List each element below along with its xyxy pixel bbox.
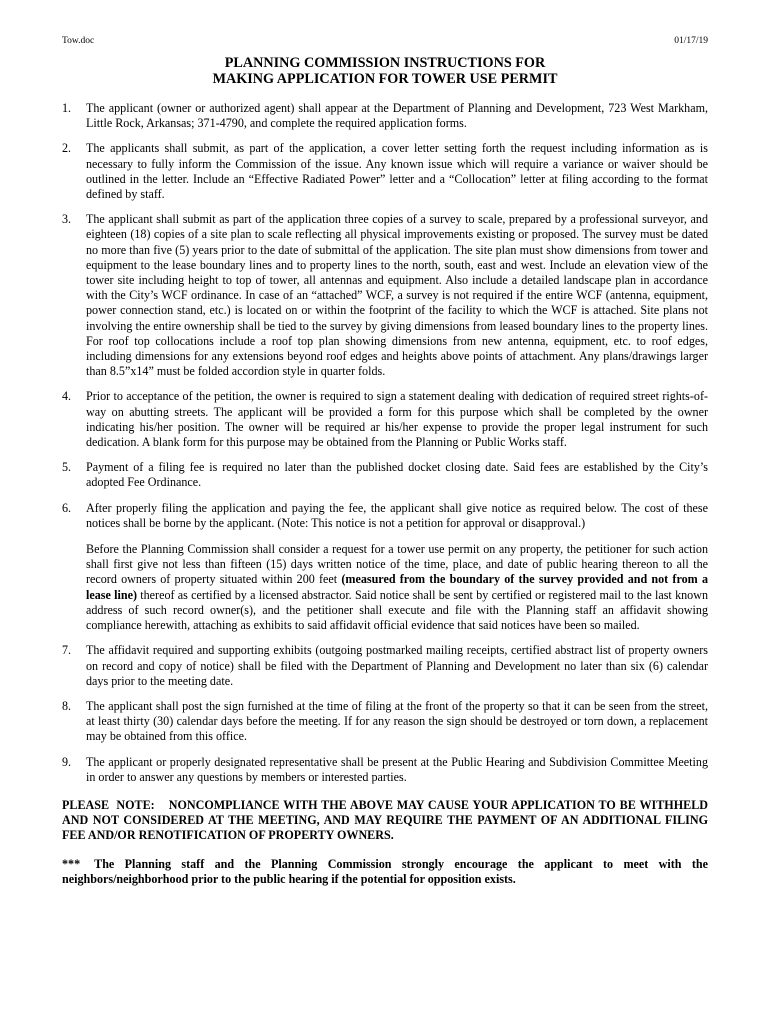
item-number: 3. (62, 212, 72, 227)
instruction-list (62, 101, 708, 785)
item-text: Prior to acceptance of the petition, the owner is required to sign a statement dealing with dedication of required street rights-of-way on abutting streets. The applicant will be provided a form for this purpose which shall be completed by the owner indicating his/her position. The owner will be required ar his/her expense to provide the proper legal instrument for such dedication. A blank form for this purpose may be obtained from the Planning or Public Works staff. (86, 389, 708, 450)
subpara-text-1: Before the Planning Commission shall consider a request for a tower use permit on any property, the petitioner for such action shall first give not less than fifteen (15) days written notice of the time, place, and date of public hearing thereon to all the record owners of property situated within 200 feet (86, 542, 708, 587)
document-title (62, 55, 708, 87)
neighborhood-encouragement (62, 857, 708, 887)
list-item (62, 699, 708, 745)
item-text: The applicant shall submit as part of the application three copies of a survey to scale, prepared by a professional surveyor, and eighteen (18) copies of a site plan to scale reflecting all physical improvements existing or proposed. The survey must be dated no more than five (5) years prior to the date of submittal of the application. The site plan must show dimensions from tower and equipment to the lease boundary lines and to property lines to the north, south, east and west. Include an elevation view of the tower site including height to top of tower, all antennas and equipment. Also include a detailed landscape plan in accordance with the City’s WCF ordinance. In case of an “attached” WCF, a survey is not required if the entire WCF (antenna, equipment, power connection stand, etc.) is located on or within the footprint of the facility to which the WCF is attached. Site plans not involving the entire ownership shall be tied to the survey by giving dimensions from leased boundary lines to the property lines. For roof top collocations include a roof top plan showing dimensions from new antenna, equipment, etc. to roof edges, including dimensions for any extensions beyond roof edges and heights above points of attachment. Any plans/drawings larger than 8.5”x14” must be folded accordion style in quarter folds. (86, 212, 708, 379)
list-item (62, 389, 708, 450)
item-body (86, 501, 708, 634)
item-text: After properly filing the application and paying the fee, the applicant shall give notice as required below. The cost of these notices shall be borne by the applicant. (Note: This notice is not a petition for approval or disapproval.) (86, 500, 708, 530)
list-item (62, 501, 708, 634)
item-text: The applicant or properly designated representative shall be present at the Public Hearing and Subdivision Committee Meeting in order to answer any questions by members or interested parties. (86, 754, 708, 784)
item-text: The applicant (owner or authorized agent) shall appear at the Department of Planning and Development, 723 West Markham, Little Rock, Arkansas; 371-4790, and complete the required application forms. (86, 101, 708, 131)
subpara-text-2: thereof as certified by a licensed abstractor. Said notice shall be sent by certified or registered mail to the last known address of such record owner(s), and the petitioner shall execute and file with the Planning staff an affidavit showing compliance herewith, attaching as exhibits to said affidavit official evidence that said notices have been so mailed. (86, 587, 708, 633)
list-item (62, 212, 708, 379)
title-line-2: MAKING APPLICATION FOR TOWER USE PERMIT (212, 71, 558, 87)
list-item (62, 141, 708, 202)
list-item (62, 643, 708, 689)
document-date: 01/17/19 (674, 36, 708, 46)
item-number: 6. (62, 500, 72, 515)
item-number: 5. (62, 460, 72, 475)
lease-line-emphasis: (measured from the boundary of the survey provided and not from a lease line) (86, 572, 708, 602)
item-number: 8. (62, 698, 72, 713)
item-number: 4. (62, 389, 72, 404)
item-number: 1. (62, 101, 72, 115)
title-line-1: PLANNING COMMISSION INSTRUCTIONS FOR (224, 55, 546, 71)
notice-text: NONCOMPLIANCE WITH THE ABOVE MAY CAUSE YOUR APPLICATION TO BE WITHHELD AND NOT CONSIDERED AT THE MEETING, AND MAY REQUIRE THE PAYMENT OF AN ADDITIONAL FILING FEE AND/OR RENOTIFICATION OF PROPERTY OWNERS. (62, 797, 708, 843)
encouragement-text: The Planning staff and the Planning Commission strongly encourage the applicant to meet with the neighbors/neighborhood prior to the public hearing if the potential for opposition exists. (62, 856, 708, 886)
list-item (62, 101, 708, 131)
noncompliance-notice (62, 798, 708, 844)
list-item (62, 755, 708, 785)
item-number: 7. (62, 643, 72, 658)
item-text: The applicants shall submit, as part of the application, a cover letter setting forth the request including information as is necessary to fully inform the Commission of the issue. Any known issue which will require a variance or waiver should be outlined in the letter. Include an “Effective Radiated Power” letter and a “Collocation” letter at filing according to the format defined by staff. (86, 141, 708, 202)
list-item (62, 460, 708, 490)
item-number: 2. (62, 141, 72, 156)
file-name: Tow.doc (62, 36, 95, 46)
item-text: The applicant shall post the sign furnished at the time of filing at the front of the property so that it can be seen from the street, at least thirty (30) calendar days before the meeting. If for any reason the sign should be destroyed or torn down, a replacement may be obtained from this office. (86, 698, 708, 744)
page-header (62, 36, 708, 47)
item-text: Payment of a filing fee is required no later than the published docket closing date. Said fees are established by the City’s adopted Fee Ordinance. (86, 460, 708, 490)
notice-label: PLEASE NOTE: (62, 797, 155, 812)
asterisk-marker: *** (62, 856, 81, 871)
item-number: 9. (62, 754, 72, 769)
item-text: The affidavit required and supporting exhibits (outgoing postmarked mailing receipts, certified abstract list of property owners on record and copy of notice) shall be filed with the Department of Planning and Development no later than six (6) calendar days prior to the meeting date. (86, 643, 708, 688)
notice-requirement-paragraph (86, 542, 708, 633)
